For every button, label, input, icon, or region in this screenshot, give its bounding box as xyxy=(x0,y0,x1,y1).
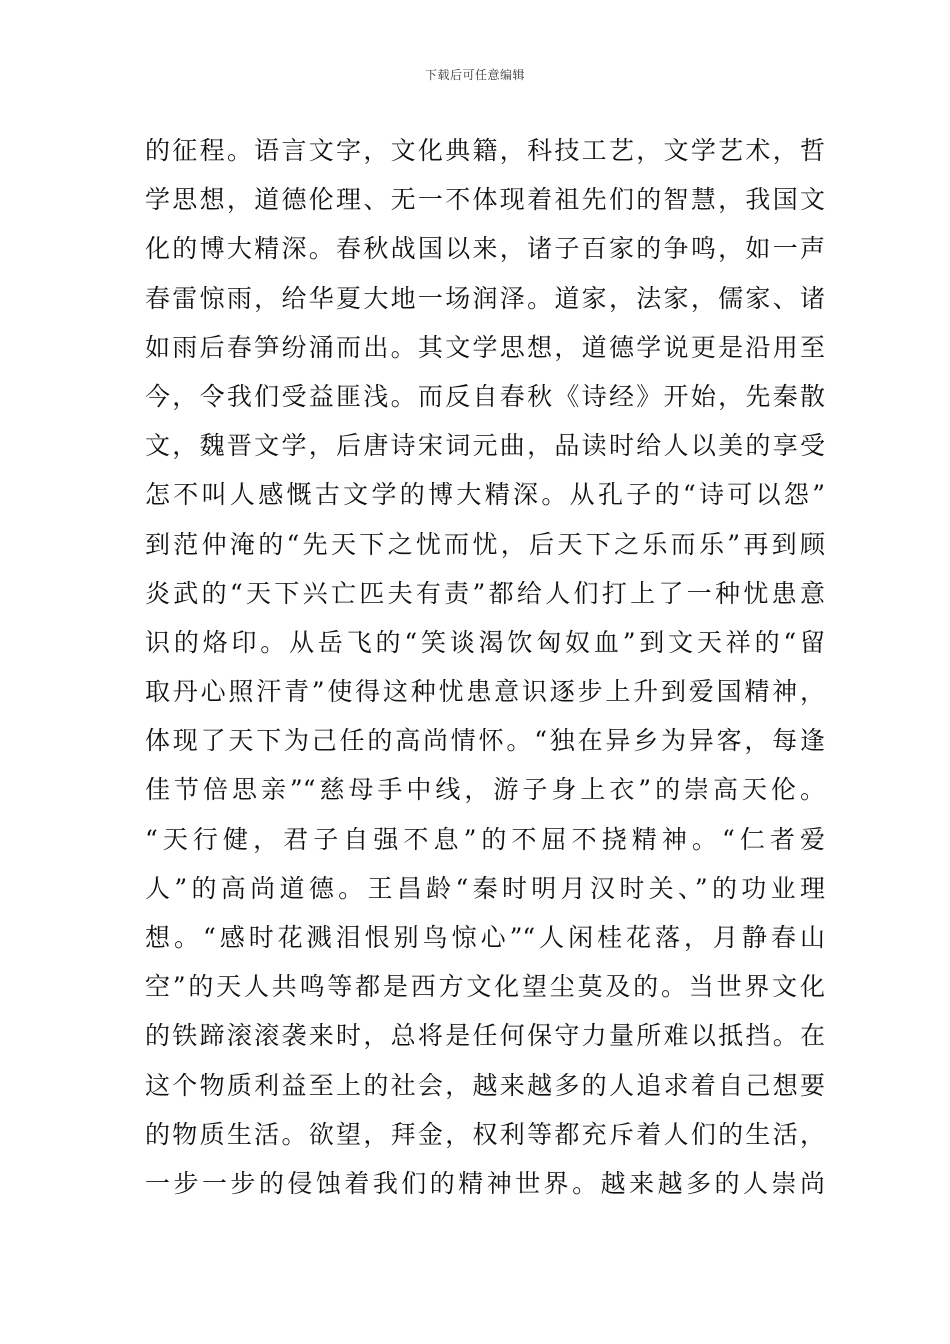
text-line: 怎不叫人感慨古文学的博大精深。从孔子的“诗可以怨” xyxy=(145,480,825,510)
text-line: 学思想，道德伦理、无一不体现着祖先们的智慧，我国文 xyxy=(145,185,825,215)
body-text xyxy=(145,126,825,1208)
text-line: 今，令我们受益匪浅。而反自春秋《诗经》开始，先秦散 xyxy=(145,381,825,411)
text-line: 文，魏晋文学，后唐诗宋词元曲，品读时给人以美的享受 xyxy=(145,431,825,461)
text-line: 取丹心照汗青”使得这种忧患意识逐步上升到爱国精神， xyxy=(145,677,825,707)
text-line: 的物质生活。欲望，拜金，权利等都充斥着人们的生活， xyxy=(145,1119,825,1149)
text-line: 佳节倍思亲”“慈母手中线，游子身上衣”的崇高天伦。 xyxy=(145,775,825,805)
text-line: 如雨后春笋纷涌而出。其文学思想，道德学说更是沿用至 xyxy=(145,332,825,362)
text-line: 这个物质利益至上的社会，越来越多的人追求着自己想要 xyxy=(145,1070,825,1100)
text-line: 的征程。语言文字，文化典籍，科技工艺，文学艺术，哲 xyxy=(145,136,825,165)
text-line: 人”的高尚道德。王昌龄“秦时明月汉时关、”的功业理 xyxy=(145,873,825,903)
text-line: 想。“感时花溅泪恨别鸟惊心”“人闲桂花落，月静春山 xyxy=(145,923,825,952)
text-line: 识的烙印。从岳飞的“笑谈渴饮匈奴血”到文天祥的“留 xyxy=(145,627,825,657)
text-line: 到范仲淹的“先天下之忧而忧，后天下之乐而乐”再到顾 xyxy=(145,529,825,559)
page-header-note: 下载后可任意编辑 xyxy=(424,68,525,82)
text-line: 的铁蹄滚滚袭来时，总将是任何保守力量所难以抵挡。在 xyxy=(145,1021,825,1051)
text-line: 化的博大精深。春秋战国以来，诸子百家的争鸣，如一声 xyxy=(145,234,825,264)
text-line: 空”的天人共鸣等都是西方文化望尘莫及的。当世界文化 xyxy=(145,972,825,1002)
text-line: 一步一步的侵蚀着我们的精神世界。越来越多的人崇尚 xyxy=(145,1168,825,1198)
text-line: 春雷惊雨，给华夏大地一场润泽。道家，法家，儒家、诸 xyxy=(145,283,825,313)
text-line: 体现了天下为己任的高尚情怀。“独在异乡为异客，每逢 xyxy=(145,726,825,756)
text-line: “天行健，君子自强不息”的不屈不挠精神。“仁者爱 xyxy=(145,824,825,854)
text-line: 炎武的“天下兴亡匹夫有责”都给人们打上了一种忧患意 xyxy=(145,578,825,608)
